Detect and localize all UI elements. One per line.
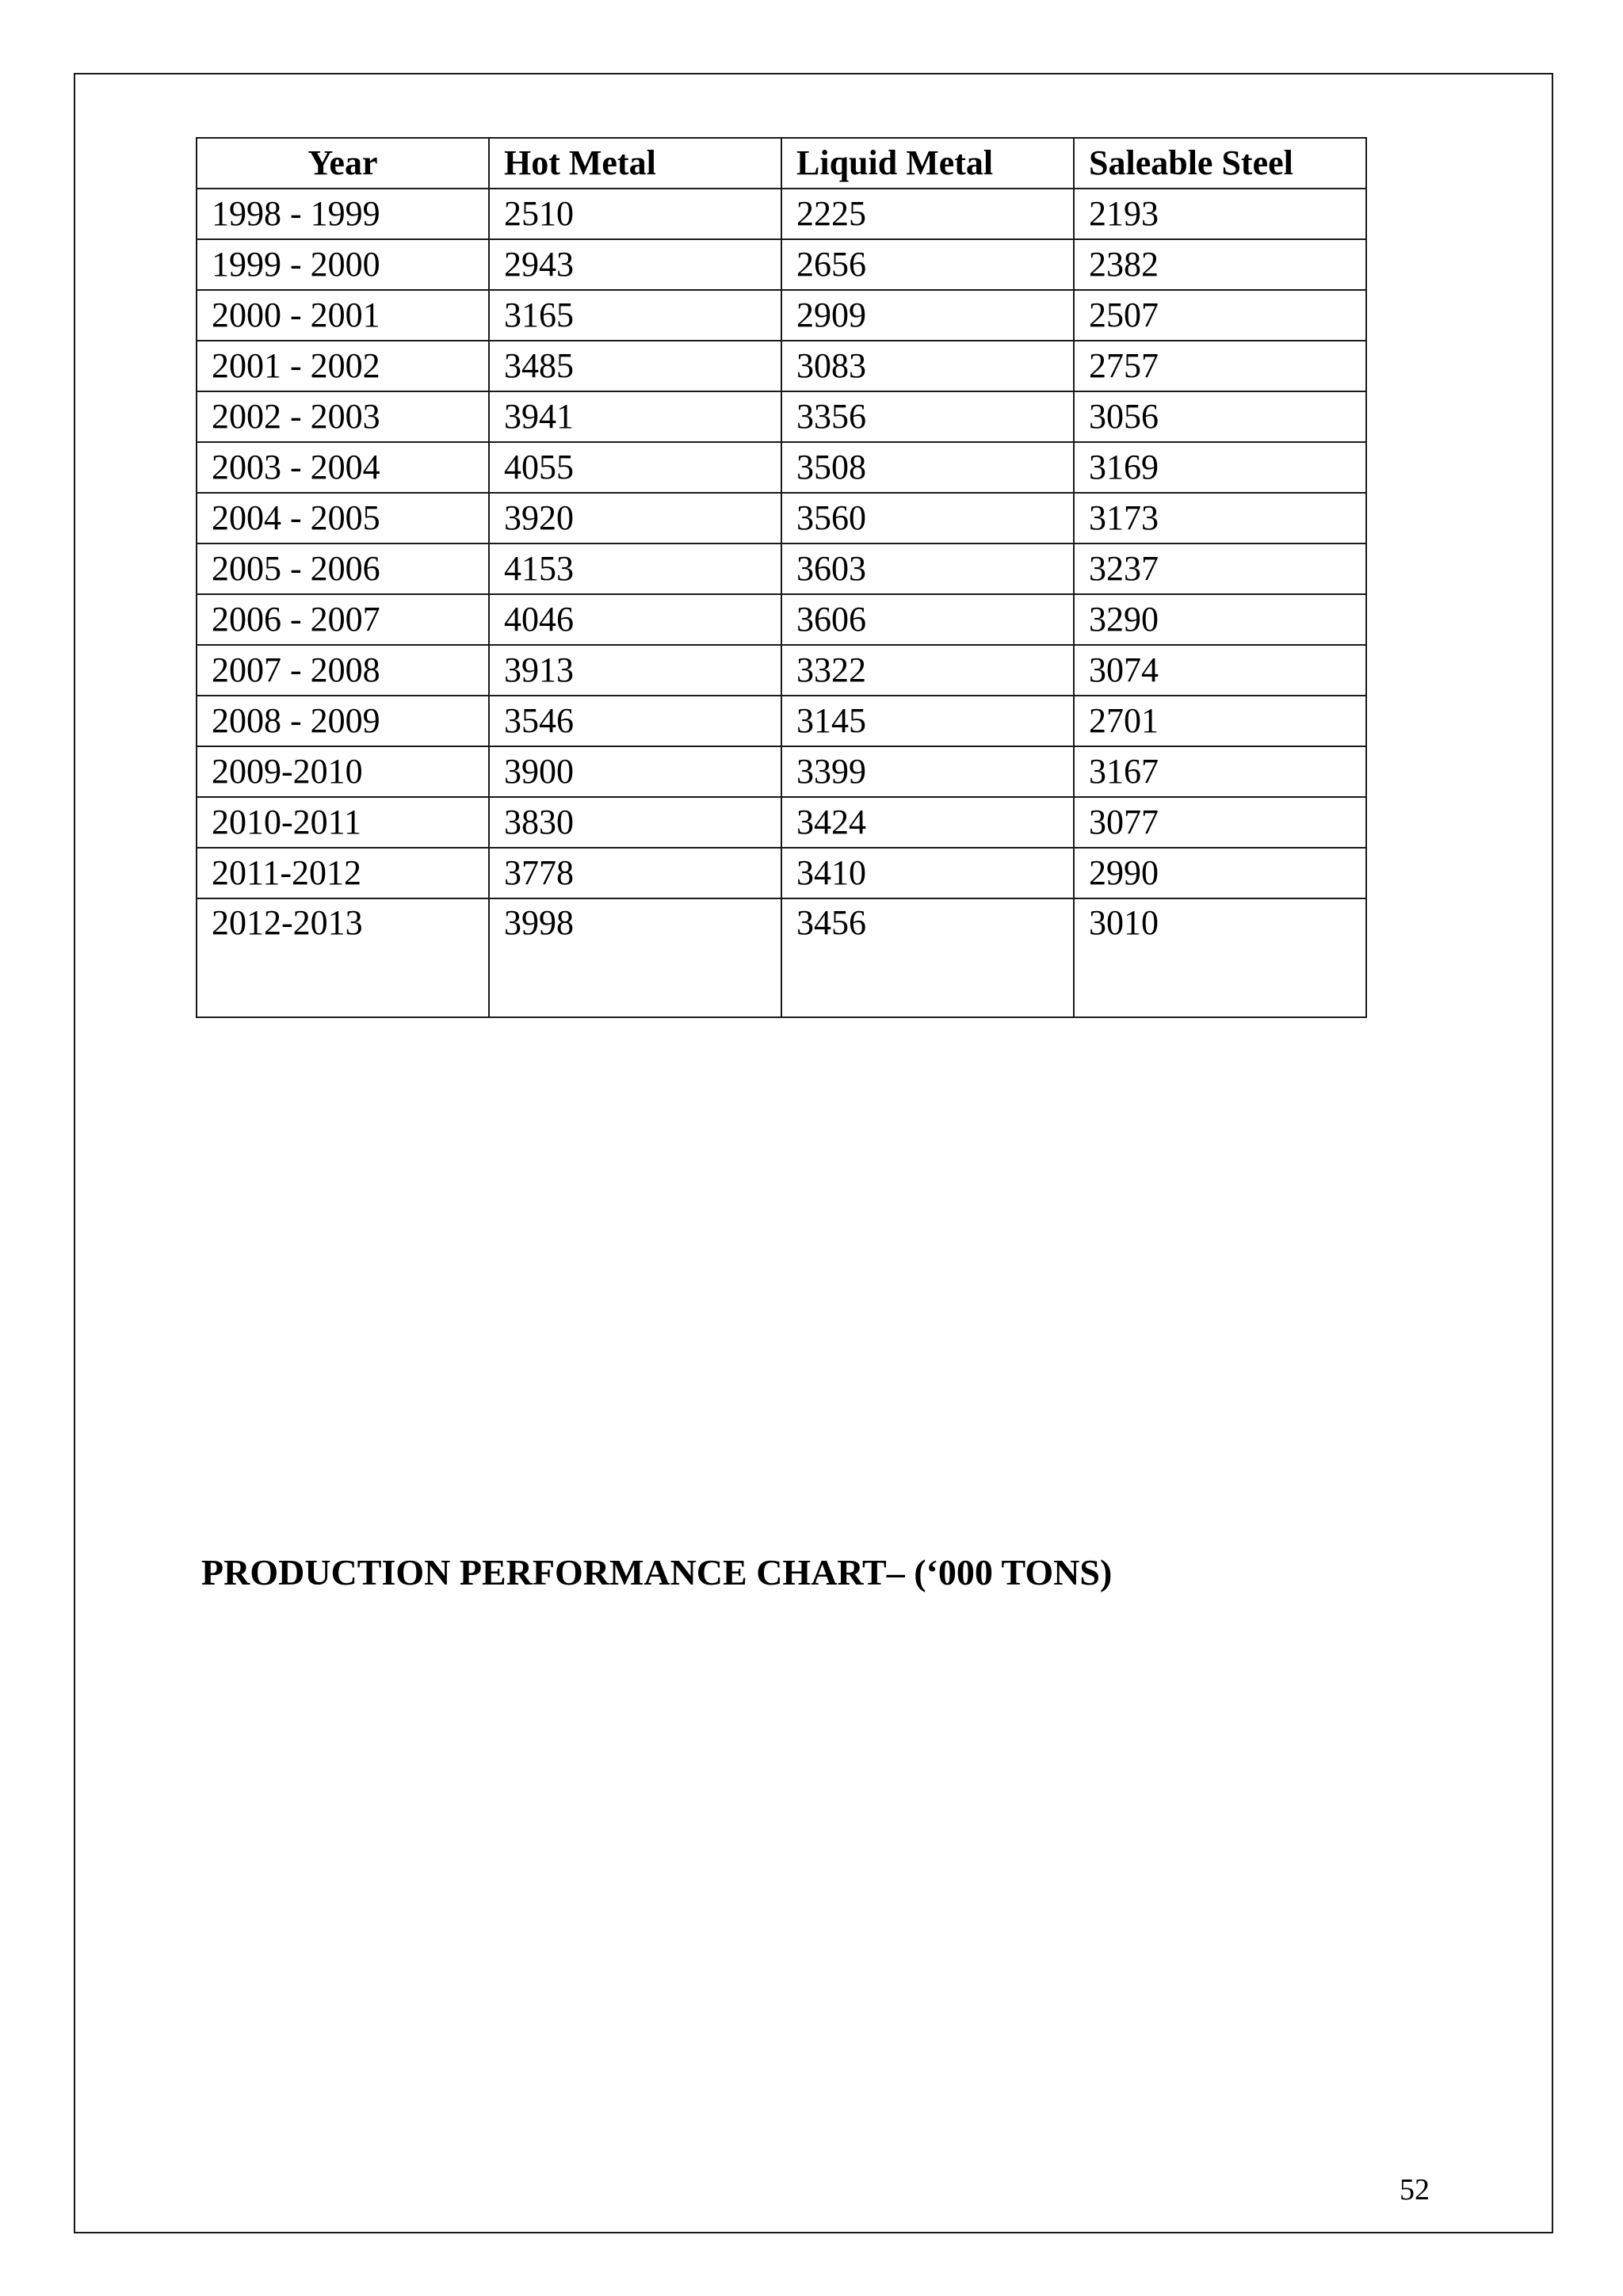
header-saleable-steel: Saleable Steel [1074, 138, 1366, 189]
cell-year: 2006 - 2007 [197, 594, 489, 645]
table-row [197, 442, 1366, 493]
table-row [197, 696, 1366, 746]
cell-liquid-metal: 3424 [781, 797, 1074, 848]
cell-year: 2000 - 2001 [197, 290, 489, 341]
cell-year: 2012-2013 [197, 898, 489, 1017]
cell-saleable-steel: 2701 [1074, 696, 1366, 746]
cell-liquid-metal: 3083 [781, 341, 1074, 391]
cell-liquid-metal: 3508 [781, 442, 1074, 493]
cell-year: 2009-2010 [197, 746, 489, 797]
cell-liquid-metal: 3410 [781, 848, 1074, 898]
cell-liquid-metal: 3560 [781, 493, 1074, 543]
production-table [196, 137, 1367, 1018]
table-row [197, 543, 1366, 594]
header-hot-metal: Hot Metal [489, 138, 781, 189]
table-row [197, 189, 1366, 239]
cell-hot-metal: 3546 [489, 696, 781, 746]
cell-hot-metal: 4046 [489, 594, 781, 645]
cell-liquid-metal: 2909 [781, 290, 1074, 341]
cell-year: 2002 - 2003 [197, 391, 489, 442]
cell-liquid-metal: 2225 [781, 189, 1074, 239]
cell-hot-metal: 4055 [489, 442, 781, 493]
cell-year: 1998 - 1999 [197, 189, 489, 239]
cell-saleable-steel: 2193 [1074, 189, 1366, 239]
cell-hot-metal: 2510 [489, 189, 781, 239]
cell-saleable-steel: 2990 [1074, 848, 1366, 898]
cell-year: 2003 - 2004 [197, 442, 489, 493]
table-row [197, 848, 1366, 898]
cell-saleable-steel: 3167 [1074, 746, 1366, 797]
cell-saleable-steel: 2507 [1074, 290, 1366, 341]
header-year: Year [197, 138, 489, 189]
table-row [197, 391, 1366, 442]
cell-hot-metal: 3165 [489, 290, 781, 341]
table-row [197, 746, 1366, 797]
cell-liquid-metal: 3145 [781, 696, 1074, 746]
header-liquid-metal: Liquid Metal [781, 138, 1074, 189]
cell-hot-metal: 3485 [489, 341, 781, 391]
cell-liquid-metal: 3356 [781, 391, 1074, 442]
cell-hot-metal: 3941 [489, 391, 781, 442]
cell-liquid-metal: 3603 [781, 543, 1074, 594]
table-row [197, 645, 1366, 696]
cell-hot-metal: 3913 [489, 645, 781, 696]
cell-saleable-steel: 3074 [1074, 645, 1366, 696]
table-row [197, 898, 1366, 1017]
cell-year: 2010-2011 [197, 797, 489, 848]
cell-hot-metal: 3830 [489, 797, 781, 848]
cell-liquid-metal: 3399 [781, 746, 1074, 797]
page-number: 52 [1400, 2173, 1430, 2206]
cell-saleable-steel: 3010 [1074, 898, 1366, 1017]
cell-saleable-steel: 2382 [1074, 239, 1366, 290]
table-row [197, 239, 1366, 290]
cell-liquid-metal: 3606 [781, 594, 1074, 645]
cell-saleable-steel: 3173 [1074, 493, 1366, 543]
cell-hot-metal: 3900 [489, 746, 781, 797]
cell-liquid-metal: 3456 [781, 898, 1074, 1017]
cell-saleable-steel: 2757 [1074, 341, 1366, 391]
cell-year: 2005 - 2006 [197, 543, 489, 594]
cell-year: 2011-2012 [197, 848, 489, 898]
cell-hot-metal: 4153 [489, 543, 781, 594]
cell-hot-metal: 3920 [489, 493, 781, 543]
cell-year: 2007 - 2008 [197, 645, 489, 696]
table-row [197, 797, 1366, 848]
cell-saleable-steel: 3056 [1074, 391, 1366, 442]
cell-saleable-steel: 3237 [1074, 543, 1366, 594]
cell-year: 2008 - 2009 [197, 696, 489, 746]
cell-hot-metal: 3778 [489, 848, 781, 898]
cell-year: 2004 - 2005 [197, 493, 489, 543]
table-row [197, 290, 1366, 341]
table-row [197, 493, 1366, 543]
cell-saleable-steel: 3290 [1074, 594, 1366, 645]
table-row [197, 341, 1366, 391]
cell-saleable-steel: 3169 [1074, 442, 1366, 493]
cell-liquid-metal: 2656 [781, 239, 1074, 290]
cell-liquid-metal: 3322 [781, 645, 1074, 696]
cell-year: 2001 - 2002 [197, 341, 489, 391]
table-header-row [197, 138, 1366, 189]
chart-heading: PRODUCTION PERFORMANCE CHART– (‘000 TONS) [201, 1552, 1113, 1592]
cell-year: 1999 - 2000 [197, 239, 489, 290]
cell-saleable-steel: 3077 [1074, 797, 1366, 848]
cell-hot-metal: 3998 [489, 898, 781, 1017]
cell-hot-metal: 2943 [489, 239, 781, 290]
table-row [197, 594, 1366, 645]
